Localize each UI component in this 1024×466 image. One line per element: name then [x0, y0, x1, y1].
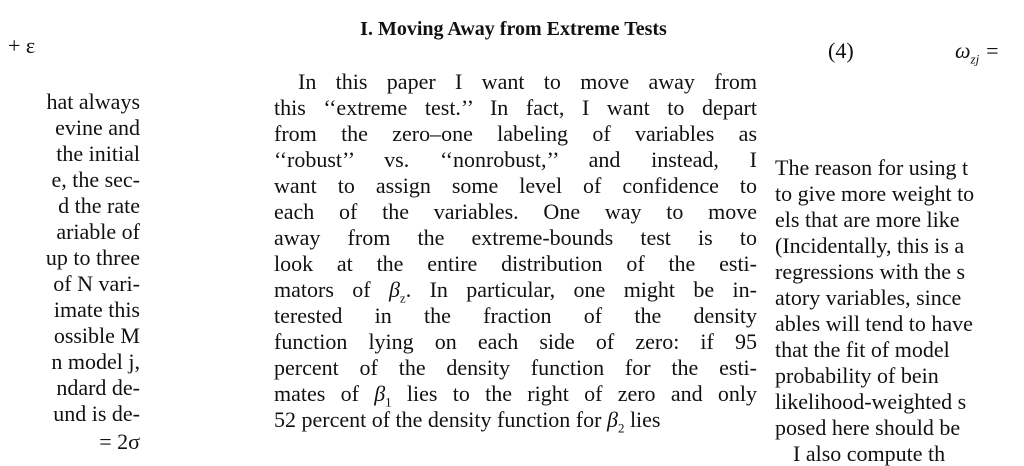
left-line-4: the initial	[56, 141, 140, 166]
right-line-5: regressions with the s	[775, 259, 966, 284]
right-line-2: to give more weight to	[775, 181, 975, 206]
right-line-1: The reason for using t	[775, 155, 969, 180]
left-line-9: of N vari-	[53, 271, 140, 296]
right-line-4: (Incidentally, this is a	[775, 233, 965, 258]
left-line-8: up to three	[45, 245, 140, 270]
body-line-13: mates of $\beta_1$ lies to the right of zero and only	[274, 381, 757, 410]
left-line-6: d the rate	[58, 193, 140, 218]
right-line-10: likelihood-weighted s	[775, 389, 967, 414]
equation-number: (4)	[828, 38, 854, 63]
left-line-3: evine and	[55, 115, 140, 140]
right-line-8: that the fit of model	[775, 337, 950, 362]
left-line-13: ndard de-	[56, 375, 140, 400]
body-line-14: 52 percent of the density function for $\beta_2$ lies	[274, 407, 661, 436]
left-line-5: e, the sec-	[51, 167, 140, 192]
body-line-6: each of the variables. One way to move	[274, 199, 757, 224]
right-line-3: els that are more like	[775, 207, 960, 232]
body-line-7: away from the extreme-bounds test is to	[274, 225, 757, 250]
right-line-11: posed here should be	[775, 415, 961, 440]
right-line-6: atory variables, since	[775, 285, 962, 310]
right-line-7: ables will tend to have	[775, 311, 973, 336]
left-line-10: imate this	[53, 297, 140, 322]
right-line-12: I also compute th	[793, 441, 946, 466]
body-line-1: In this paper I want to move away from	[298, 69, 757, 94]
body-line-10: terested in the fraction of the density	[274, 303, 757, 328]
body-line-4: ‘‘robust’’ vs. ‘‘nonrobust,’’ and instead, I	[274, 147, 757, 172]
left-line-11: ossible M	[53, 323, 140, 348]
left-line-7: ariable of	[56, 219, 140, 244]
body-line-5: want to assign some level of confidence to	[274, 173, 757, 198]
body-line-11: function lying on each side of zero: if 95	[274, 329, 757, 354]
body-line-2: this ‘‘extreme test.’’ In fact, I want to depart	[274, 95, 757, 120]
equation-lhs: $\omega_{zj}$ =	[955, 38, 1000, 67]
body-line-9: mators of $\beta_z$. In particular, one might be in-	[274, 277, 757, 306]
left-line-1: + ε	[8, 33, 36, 58]
left-line-12: n model j,	[51, 349, 140, 374]
body-line-8: look at the entire distribution of the esti-	[274, 251, 757, 276]
right-line-9: probability of bein	[775, 363, 939, 388]
section-heading: I. Moving Away from Extreme Tests	[360, 18, 667, 40]
body-line-3: from the zero–one labeling of variables as	[274, 121, 757, 146]
body-line-12: percent of the density function for the esti-	[274, 355, 757, 380]
left-line-2: hat always	[46, 89, 140, 114]
left-line-14: und is de-	[53, 401, 140, 426]
left-line-15: = 2σ	[99, 429, 140, 454]
